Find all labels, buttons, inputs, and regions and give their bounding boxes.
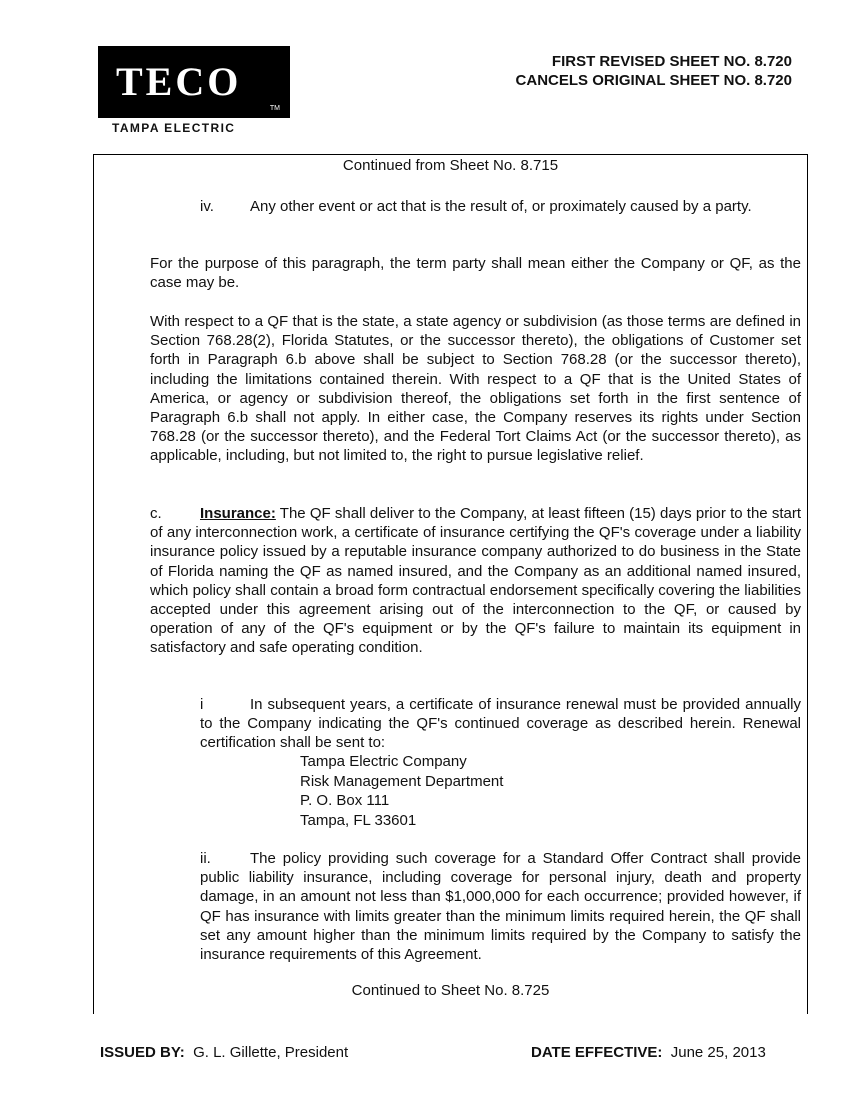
mailing-address [150, 752, 801, 830]
address-line: Tampa Electric Company [300, 753, 467, 770]
paragraph-party-definition [150, 254, 801, 292]
sheet-number-line-2: CANCELS ORIGINAL SHEET NO. 8.720 [515, 72, 792, 89]
item-iv-text: Any other event or act that is the result of, or proximately caused by a party. [250, 198, 752, 215]
state-agency-text: With respect to a QF that is the state, a state agency or subdivision (as those terms are defined in Section 768.28(2), Florida Statutes, or the successor thereto), the obligations of Customer set forth in Paragraph 6.b above shall be subject to Section 768.28 (or the successor thereto), including the limitations contained therein. With respect to a QF that is the United States of America, or agency or subdivision thereof, the obligations set forth in the first sentence of Paragraph 6.b shall not apply. In either case, the Company reserves its rights under Section 768.28 (or the successor thereto), and the Federal Tort Claims Act (or the successor thereto), as applicable, including, but not limited to, the right to pursue legislative relief. [150, 313, 801, 465]
item-iv-marker: iv. [200, 198, 214, 215]
issued-by [100, 1044, 348, 1061]
continued-to: Continued to Sheet No. 8.725 [351, 982, 550, 999]
insurance-marker: c. [150, 505, 162, 522]
insurance-label: Insurance: [200, 505, 276, 522]
address-line: Risk Management Department [300, 772, 504, 790]
item-ii-text: The policy providing such coverage for a Standard Offer Contract shall provide public liability insurance, including coverage for personal injury, death and property damage, in an amount not less than $1,000,000 for each occurrence; provided however, if QF has insurance with limits greater than the minimum limits required herein, the QF shall set any amount higher than the minimum limits required by the Company to satisfy the insurance requirements of this Agreement. [200, 850, 801, 964]
sheet-number-header [516, 52, 792, 90]
issued-by-label: ISSUED BY: [100, 1044, 185, 1061]
issued-by-value: G. L. Gillette, President [193, 1044, 349, 1061]
logo-wordmark: TECO [116, 59, 242, 104]
item-i-text: In subsequent years, a certificate of insurance renewal must be provided annually to the Company indicating the QF's continued coverage as described herein. Renewal certification shall be sent to: [200, 696, 801, 752]
item-ii [150, 849, 801, 964]
logo-subtitle: TAMPA ELECTRIC [112, 121, 236, 135]
paragraph-state-agency [150, 312, 801, 466]
continued-from: Continued from Sheet No. 8.715 [342, 157, 559, 174]
logo-trademark: TM [269, 105, 280, 112]
insurance-section [150, 504, 801, 658]
item-ii-marker: ii. [200, 850, 211, 867]
sheet-number-line-1: FIRST REVISED SHEET NO. 8.720 [551, 53, 792, 70]
date-effective-label: DATE EFFECTIVE: [531, 1044, 663, 1061]
date-effective-value: June 25, 2013 [670, 1044, 766, 1061]
item-i-marker: i [200, 696, 204, 713]
insurance-text: The QF shall deliver to the Company, at least fifteen (15) days prior to the start of any interconnection work, a certificate of insurance certifying the QF's coverage under a liability insurance policy issued by a reputable insurance company authorized to do business in the State of Florida naming the QF as named insured, and the Company as an additional named insured, which policy shall contain a broad form contractual endorsement specifically covering the liabilities accepted under this agreement arising out of the interconnection to the QF, or caused by operation of any of the QF's equipment or by the QF's failure to maintain its equipment in satisfactory and safe operating condition. [150, 505, 802, 657]
party-definition-text: For the purpose of this paragraph, the term party shall mean either the Company or QF, as the case may be. [150, 255, 801, 292]
address-line: P. O. Box 111 [300, 792, 390, 809]
address-line: Tampa, FL 33601 [300, 811, 417, 829]
item-iv [150, 197, 801, 216]
item-i [150, 695, 801, 753]
content-frame [93, 154, 808, 1014]
date-effective [531, 1044, 766, 1061]
teco-logo [98, 46, 290, 118]
